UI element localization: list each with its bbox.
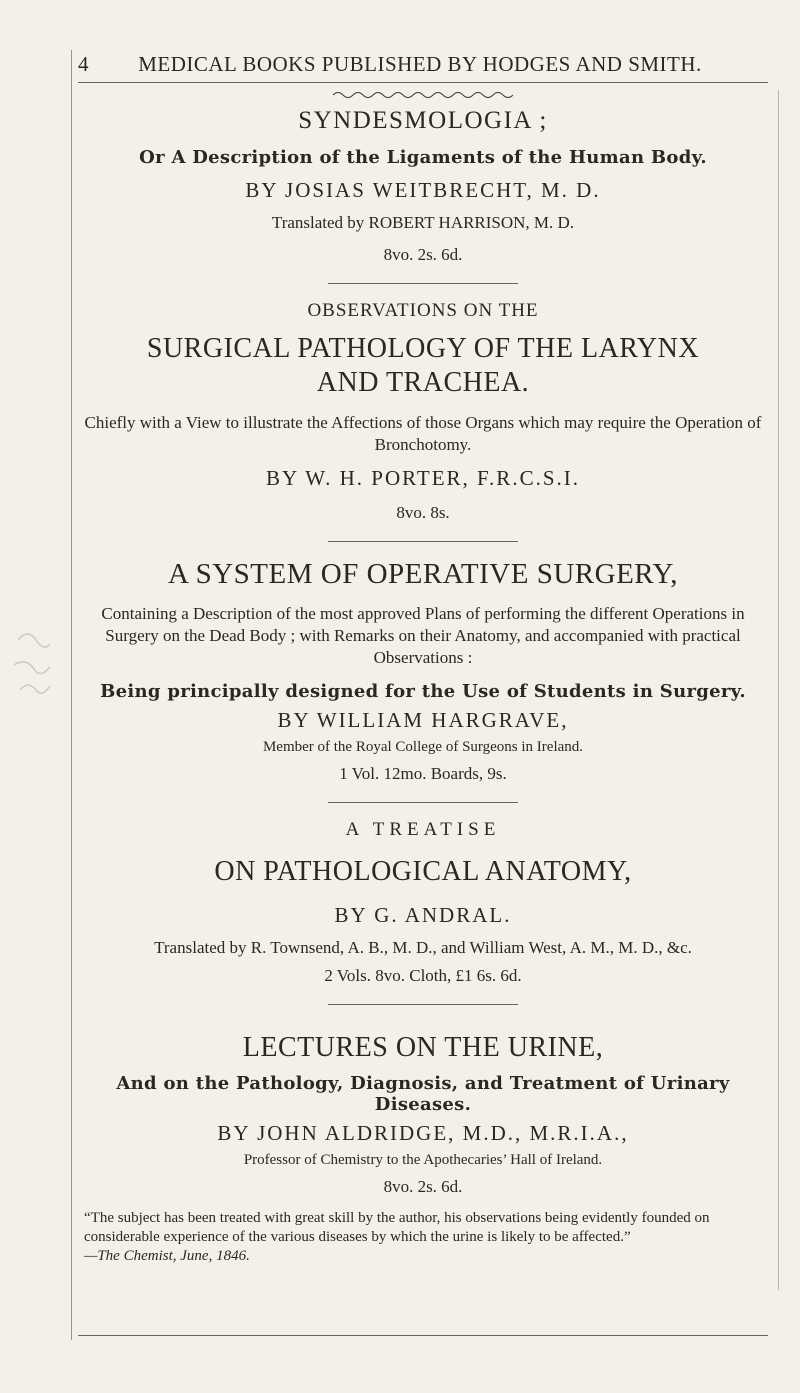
quote-text: “The subject has been treated with great skill by the author, his observations being evidently founded on considerable experience of the various diseases by which the urine is likely to be affected.” — [84, 1210, 710, 1245]
page — [78, 52, 768, 1362]
divider — [328, 1004, 518, 1005]
book-subtitle: Being principally designed for the Use of Students in Surgery. — [100, 681, 746, 702]
book-title-line1: OBSERVATIONS ON THE — [307, 300, 539, 321]
book-title: A SYSTEM OF OPERATIVE SURGERY, — [168, 558, 678, 590]
page-number: 4 — [78, 52, 89, 76]
book-title: SYNDESMOLOGIA ; — [298, 107, 548, 134]
book-translator: Translated by R. Townsend, A. B., M. D., and William West, A. M., M. D., &c. — [154, 938, 692, 957]
bottom-rule — [78, 1335, 768, 1336]
divider — [328, 802, 518, 803]
book-title-line2: ON PATHOLOGICAL ANATOMY, — [214, 856, 632, 887]
book-title-line3: AND TRACHEA. — [316, 367, 530, 398]
book-affiliation: Member of the Royal College of Surgeons in Ireland. — [262, 739, 584, 755]
right-page-rule — [778, 90, 779, 1290]
book-entry-urine — [78, 1031, 768, 1266]
quote-source: —The Chemist, June, 1846. — [84, 1248, 250, 1264]
running-title: MEDICAL BOOKS PUBLISHED BY HODGES AND SMITH. — [138, 52, 702, 76]
book-subtitle: And on the Pathology, Diagnosis, and Treatment of Urinary Diseases. — [116, 1073, 730, 1115]
book-description: Containing a Description of the most approved Plans of performing the different Operations in Surgery on the Dead Body ; with Remarks on their Anatomy, and accompanied with practical Observations : — [101, 604, 745, 667]
book-price: 8vo. 8s. — [396, 503, 450, 522]
book-affiliation: Professor of Chemistry to the Apothecaries’ Hall of Ireland. — [243, 1152, 603, 1168]
book-title: LECTURES ON THE URINE, — [242, 1032, 604, 1063]
book-title-line2: SURGICAL PATHOLOGY OF THE LARYNX — [146, 333, 700, 364]
book-author: BY JOHN ALDRIDGE, M.D., M.R.I.A., — [217, 1121, 629, 1145]
book-price: 8vo. 2s. 6d. — [383, 245, 463, 264]
margin-pencil-marks — [8, 620, 68, 710]
book-price: 1 Vol. 12mo. Boards, 9s. — [339, 764, 507, 783]
book-author: BY W. H. PORTER, F.R.C.S.I. — [265, 466, 580, 490]
book-entry-larynx — [78, 300, 768, 523]
book-title-line1: A TREATISE — [345, 819, 501, 840]
book-price: 2 Vols. 8vo. Cloth, £1 6s. 6d. — [324, 966, 522, 985]
book-author: BY WILLIAM HARGRAVE, — [277, 708, 569, 732]
divider — [328, 283, 518, 284]
book-entry-pathological-anatomy — [78, 819, 768, 986]
book-price: 8vo. 2s. 6d. — [383, 1177, 463, 1196]
book-author: BY G. ANDRAL. — [334, 903, 512, 927]
book-translator: Translated by ROBERT HARRISON, M. D. — [271, 213, 575, 232]
running-header — [78, 52, 768, 83]
book-entry-syndesmologia — [78, 107, 768, 265]
divider — [328, 541, 518, 542]
pencil-scribble-icon — [8, 620, 68, 710]
left-page-rule — [71, 50, 72, 1340]
book-author: BY JOSIAS WEITBRECHT, M. D. — [245, 178, 601, 202]
book-description: Chiefly with a View to illustrate the Affections of those Organs which may require the Operation of Bronchotomy. — [84, 413, 762, 454]
wave-ornament-icon — [333, 90, 513, 100]
book-entry-operative-surgery — [78, 558, 768, 784]
book-subtitle: Or A Description of the Ligaments of the Human Body. — [139, 147, 707, 168]
review-quote — [78, 1209, 768, 1266]
wave-ornament — [78, 87, 768, 99]
